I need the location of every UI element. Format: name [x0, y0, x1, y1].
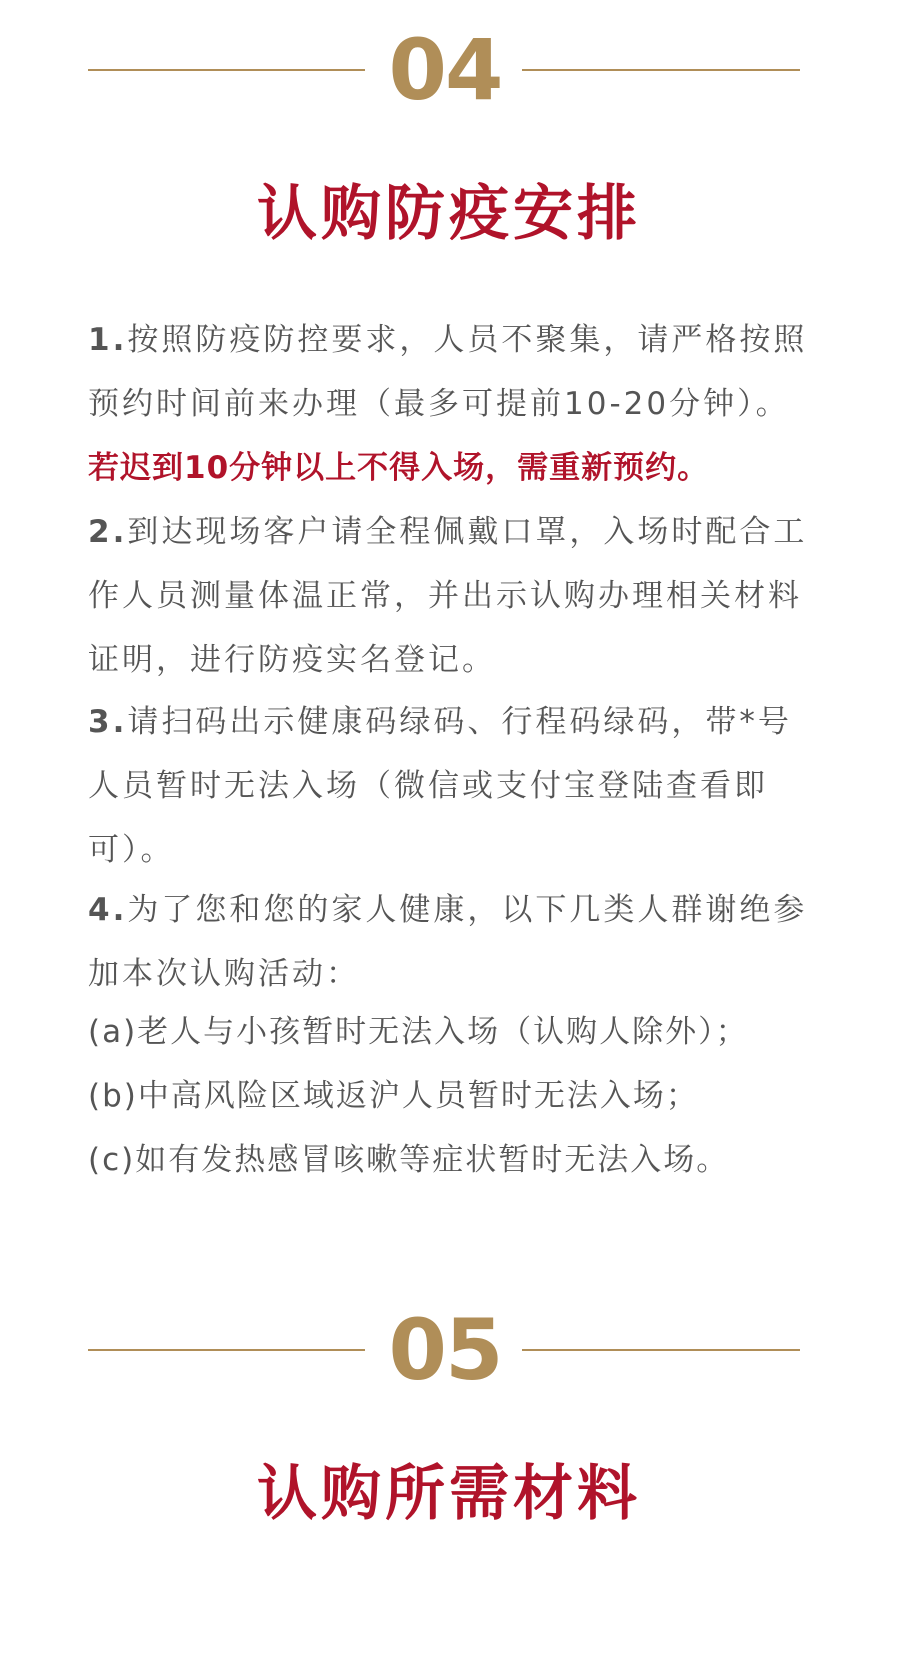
item-text: 请扫码出示健康码绿码、行程码绿码，带*号人员暂时无法入场（微信或支付宝登陆查看即可）。 — [88, 704, 792, 868]
section-number: 04 — [388, 21, 502, 119]
item-text: 为了您和您的家人健康，以下几类人群谢绝参加本次认购活动： — [88, 892, 808, 992]
sub-item-b: (b)中高风险区域返沪人员暂时无法入场； — [88, 1078, 699, 1114]
item-number: 1. — [88, 322, 128, 358]
late-warning: 若迟到10分钟以上不得入场，需重新预约。 — [88, 450, 710, 486]
list-item-4 — [88, 878, 808, 1006]
section-05-number-header — [0, 1300, 898, 1400]
item-number: 2. — [88, 514, 128, 550]
divider-line-left — [88, 69, 365, 71]
list-item-3 — [88, 690, 808, 882]
sub-item-a: (a)老人与小孩暂时无法入场（认购人除外）； — [88, 1014, 749, 1050]
item-text: 到达现场客户请全程佩戴口罩，入场时配合工作人员测量体温正常，并出示认购办理相关材料证明，进行防疫实名登记。 — [88, 514, 808, 678]
section-05-title: 认购所需材料 — [257, 1459, 641, 1529]
list-item-1 — [88, 308, 808, 436]
section-number: 05 — [388, 1301, 502, 1399]
item-number: 3. — [88, 704, 128, 740]
section-04-title: 认购防疫安排 — [257, 179, 641, 249]
item-text: 按照防疫防控要求，人员不聚集，请严格按照预约时间前来办理（最多可提前10-20分钟）。 — [88, 322, 808, 422]
divider-line-right — [522, 69, 800, 71]
divider-line-right — [522, 1349, 800, 1351]
sub-item-c: (c)如有发热感冒咳嗽等症状暂时无法入场。 — [88, 1142, 730, 1178]
item-number: 4. — [88, 892, 128, 928]
list-item-2 — [88, 500, 808, 692]
divider-line-left — [88, 1349, 365, 1351]
section-04-number-header — [0, 20, 898, 120]
